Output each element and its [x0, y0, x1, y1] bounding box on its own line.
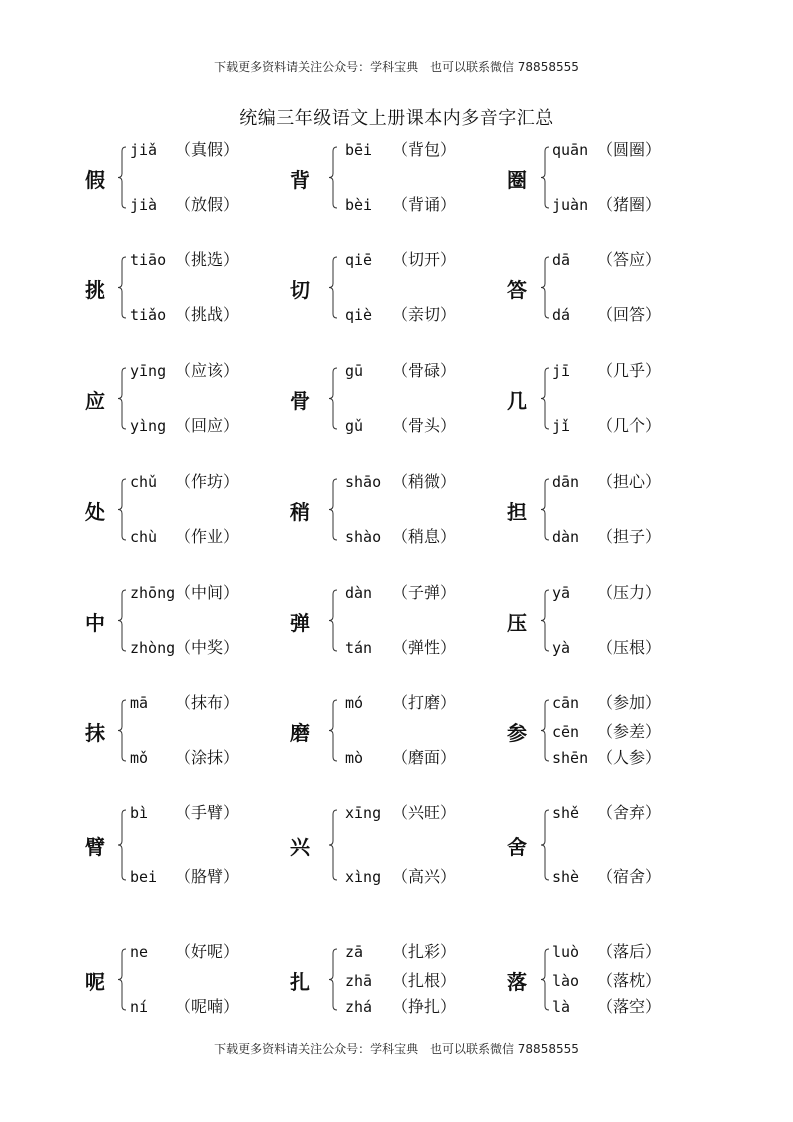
- polyphone-entry: [504, 802, 704, 888]
- polyphone-entry: [82, 582, 282, 659]
- pinyin: tán: [345, 639, 373, 657]
- curly-brace-icon: [116, 809, 128, 881]
- polyphone-character: 处: [85, 499, 105, 524]
- curly-brace-icon: [116, 589, 128, 652]
- polyphone-character: 几: [507, 388, 527, 413]
- example-word: （抹布）: [175, 693, 240, 712]
- example-word: （压根）: [597, 638, 662, 657]
- example-word: （背包）: [392, 140, 457, 159]
- pinyin: gǔ: [345, 417, 364, 435]
- pinyin: là: [552, 998, 571, 1016]
- polyphone-entry: [287, 582, 487, 659]
- example-word: （挑选）: [175, 250, 240, 269]
- pinyin: qiē: [345, 251, 373, 269]
- curly-brace-icon: [327, 809, 339, 881]
- example-word: （稍息）: [392, 527, 457, 546]
- pinyin: jià: [130, 196, 158, 214]
- example-word: （作坊）: [175, 472, 240, 491]
- pinyin: shào: [345, 528, 382, 546]
- pinyin: mā: [130, 694, 149, 712]
- curly-brace-icon: [116, 948, 128, 1011]
- pinyin: bèi: [345, 196, 373, 214]
- polyphone-character: 扎: [290, 969, 310, 994]
- pinyin: zhòng: [130, 639, 176, 657]
- polyphone-entry: [504, 360, 704, 437]
- polyphone-character: 圈: [507, 167, 527, 192]
- polyphone-character: 背: [290, 167, 310, 192]
- example-word: （猪圈）: [597, 195, 662, 214]
- polyphone-character: 落: [507, 969, 527, 994]
- polyphone-entry: [82, 941, 282, 1018]
- curly-brace-icon: [116, 699, 128, 762]
- pinyin: dàn: [345, 584, 373, 602]
- polyphone-entry: [82, 802, 282, 888]
- pinyin: mǒ: [130, 749, 149, 767]
- curly-brace-icon: [327, 699, 339, 762]
- pinyin: yīng: [130, 362, 167, 380]
- polyphone-character: 呢: [85, 969, 105, 994]
- pinyin: bei: [130, 868, 158, 886]
- polyphone-entry: [82, 471, 282, 548]
- pinyin: zā: [345, 943, 364, 961]
- polyphone-character: 压: [507, 610, 527, 635]
- polyphone-entry: [504, 249, 704, 326]
- polyphone-character: 中: [85, 610, 105, 635]
- curly-brace-icon: [327, 256, 339, 319]
- pinyin: dān: [552, 473, 580, 491]
- pinyin: zhá: [345, 998, 373, 1016]
- pinyin: dàn: [552, 528, 580, 546]
- example-word: （担子）: [597, 527, 662, 546]
- polyphone-character: 舍: [507, 835, 527, 859]
- pinyin: dá: [552, 306, 571, 324]
- curly-brace-icon: [327, 146, 339, 209]
- example-word: （几乎）: [597, 361, 662, 380]
- example-word: （压力）: [597, 583, 662, 602]
- example-word: （打磨）: [392, 693, 457, 712]
- footer-contact: 也可以联系微信 78858555: [429, 1042, 579, 1056]
- example-word: （挑战）: [175, 305, 240, 324]
- polyphone-character: 答: [507, 277, 527, 302]
- pinyin: shě: [552, 804, 580, 822]
- pinyin: shè: [552, 868, 580, 886]
- polyphone-entry: [287, 471, 487, 548]
- example-word: （胳臂）: [175, 867, 240, 886]
- example-word: （中奖）: [175, 638, 240, 657]
- polyphone-entry: [82, 692, 282, 769]
- example-word: （子弹）: [392, 583, 457, 602]
- example-word: （磨面）: [392, 748, 457, 767]
- example-word: （骨碌）: [392, 361, 457, 380]
- curly-brace-icon: [116, 367, 128, 430]
- pinyin: bì: [130, 804, 149, 822]
- polyphone-character: 应: [85, 388, 105, 413]
- polyphone-entry: [287, 941, 487, 1018]
- page-title: 统编三年级语文上册课本内多音字汇总: [239, 108, 554, 129]
- example-word: （挣扎）: [392, 997, 457, 1016]
- pinyin: cēn: [552, 723, 580, 741]
- example-word: （圆圈）: [597, 140, 662, 159]
- pinyin: jǐ: [552, 417, 571, 435]
- pinyin: mò: [345, 749, 364, 767]
- pinyin: quān: [552, 141, 589, 159]
- polyphone-entry: [82, 249, 282, 326]
- polyphone-character: 骨: [290, 388, 310, 413]
- polyphone-entry: [287, 802, 487, 888]
- page-footer: [0, 1040, 793, 1057]
- polyphone-entry: [504, 139, 704, 216]
- pinyin: yā: [552, 584, 571, 602]
- curly-brace-icon: [116, 478, 128, 541]
- polyphone-entry: [82, 139, 282, 216]
- example-word: （宿舍）: [597, 867, 662, 886]
- example-word: （作业）: [175, 527, 240, 546]
- curly-brace-icon: [327, 478, 339, 541]
- polyphone-entry: [504, 471, 704, 548]
- pinyin: yìng: [130, 417, 167, 435]
- curly-brace-icon: [539, 478, 551, 541]
- example-word: （参加）: [597, 693, 662, 712]
- example-word: （真假）: [175, 140, 240, 159]
- polyphone-entry: [287, 692, 487, 769]
- example-word: （中间）: [175, 583, 240, 602]
- example-word: （放假）: [175, 195, 240, 214]
- example-word: （骨头）: [392, 416, 457, 435]
- pinyin: ne: [130, 943, 149, 961]
- curly-brace-icon: [539, 146, 551, 209]
- pinyin: gū: [345, 362, 364, 380]
- pinyin: shāo: [345, 473, 382, 491]
- example-word: （手臂）: [175, 803, 240, 822]
- pinyin: cān: [552, 694, 580, 712]
- polyphone-entry: [504, 692, 704, 769]
- pinyin: shēn: [552, 749, 589, 767]
- example-word: （扎彩）: [392, 942, 457, 961]
- pinyin: dā: [552, 251, 571, 269]
- polyphone-entry: [287, 249, 487, 326]
- example-word: （落空）: [597, 997, 662, 1016]
- curly-brace-icon: [116, 256, 128, 319]
- pinyin: tiāo: [130, 251, 167, 269]
- polyphone-character: 切: [290, 277, 310, 302]
- footer-text: 下载更多资料请关注公众号：学科宝典: [214, 1042, 419, 1056]
- example-word: （涂抹）: [175, 748, 240, 767]
- page-header: [0, 58, 793, 75]
- polyphone-entry: [504, 582, 704, 659]
- polyphone-character: 磨: [290, 720, 310, 745]
- pinyin: yà: [552, 639, 571, 657]
- example-word: （人参）: [597, 748, 662, 767]
- polyphone-character: 臂: [85, 835, 105, 859]
- polyphone-character: 假: [85, 167, 105, 192]
- example-word: （答应）: [597, 250, 662, 269]
- polyphone-character: 挑: [85, 277, 105, 302]
- polyphone-entry: [287, 139, 487, 216]
- pinyin: ní: [130, 998, 149, 1016]
- pinyin: zhōng: [130, 584, 176, 602]
- curly-brace-icon: [539, 699, 551, 762]
- pinyin: juàn: [552, 196, 589, 214]
- polyphone-entry: [504, 941, 704, 1018]
- example-word: （落枕）: [597, 971, 662, 990]
- example-word: （高兴）: [392, 867, 457, 886]
- curly-brace-icon: [539, 589, 551, 652]
- pinyin: chù: [130, 528, 158, 546]
- pinyin: tiǎo: [130, 306, 167, 324]
- pinyin: jiǎ: [130, 141, 158, 159]
- header-contact: 也可以联系微信 78858555: [429, 60, 579, 74]
- example-word: （稍微）: [392, 472, 457, 491]
- polyphone-entry: [82, 360, 282, 437]
- curly-brace-icon: [116, 146, 128, 209]
- example-word: （回答）: [597, 305, 662, 324]
- polyphone-character: 兴: [290, 835, 310, 859]
- example-word: （扎根）: [392, 971, 457, 990]
- example-word: （背诵）: [392, 195, 457, 214]
- example-word: （落后）: [597, 942, 662, 961]
- example-word: （弹性）: [392, 638, 457, 657]
- curly-brace-icon: [327, 948, 339, 1011]
- pinyin: zhā: [345, 972, 373, 990]
- pinyin: chǔ: [130, 473, 158, 491]
- header-text: 下载更多资料请关注公众号：学科宝典: [214, 60, 419, 74]
- pinyin: xīng: [345, 804, 382, 822]
- polyphone-character: 参: [507, 720, 527, 745]
- pinyin: xìng: [345, 868, 382, 886]
- example-word: （好呢）: [175, 942, 240, 961]
- example-word: （呢喃）: [175, 997, 240, 1016]
- example-word: （几个）: [597, 416, 662, 435]
- example-word: （兴旺）: [392, 803, 457, 822]
- curly-brace-icon: [327, 589, 339, 652]
- example-word: （应该）: [175, 361, 240, 380]
- pinyin: qiè: [345, 306, 373, 324]
- curly-brace-icon: [539, 809, 551, 881]
- pinyin: jī: [552, 362, 571, 380]
- pinyin: lào: [552, 972, 580, 990]
- polyphone-entry: [287, 360, 487, 437]
- example-word: （切开）: [392, 250, 457, 269]
- pinyin: mó: [345, 694, 364, 712]
- polyphone-character: 担: [507, 499, 527, 524]
- example-word: （担心）: [597, 472, 662, 491]
- example-word: （亲切）: [392, 305, 457, 324]
- pinyin: bēi: [345, 141, 373, 159]
- curly-brace-icon: [539, 256, 551, 319]
- curly-brace-icon: [539, 367, 551, 430]
- polyphone-character: 抹: [85, 720, 105, 745]
- polyphone-character: 稍: [290, 499, 310, 524]
- pinyin: luò: [552, 943, 580, 961]
- example-word: （回应）: [175, 416, 240, 435]
- curly-brace-icon: [327, 367, 339, 430]
- example-word: （参差）: [597, 722, 662, 741]
- polyphone-character: 弹: [290, 610, 310, 635]
- example-word: （舍弃）: [597, 803, 662, 822]
- curly-brace-icon: [539, 948, 551, 1011]
